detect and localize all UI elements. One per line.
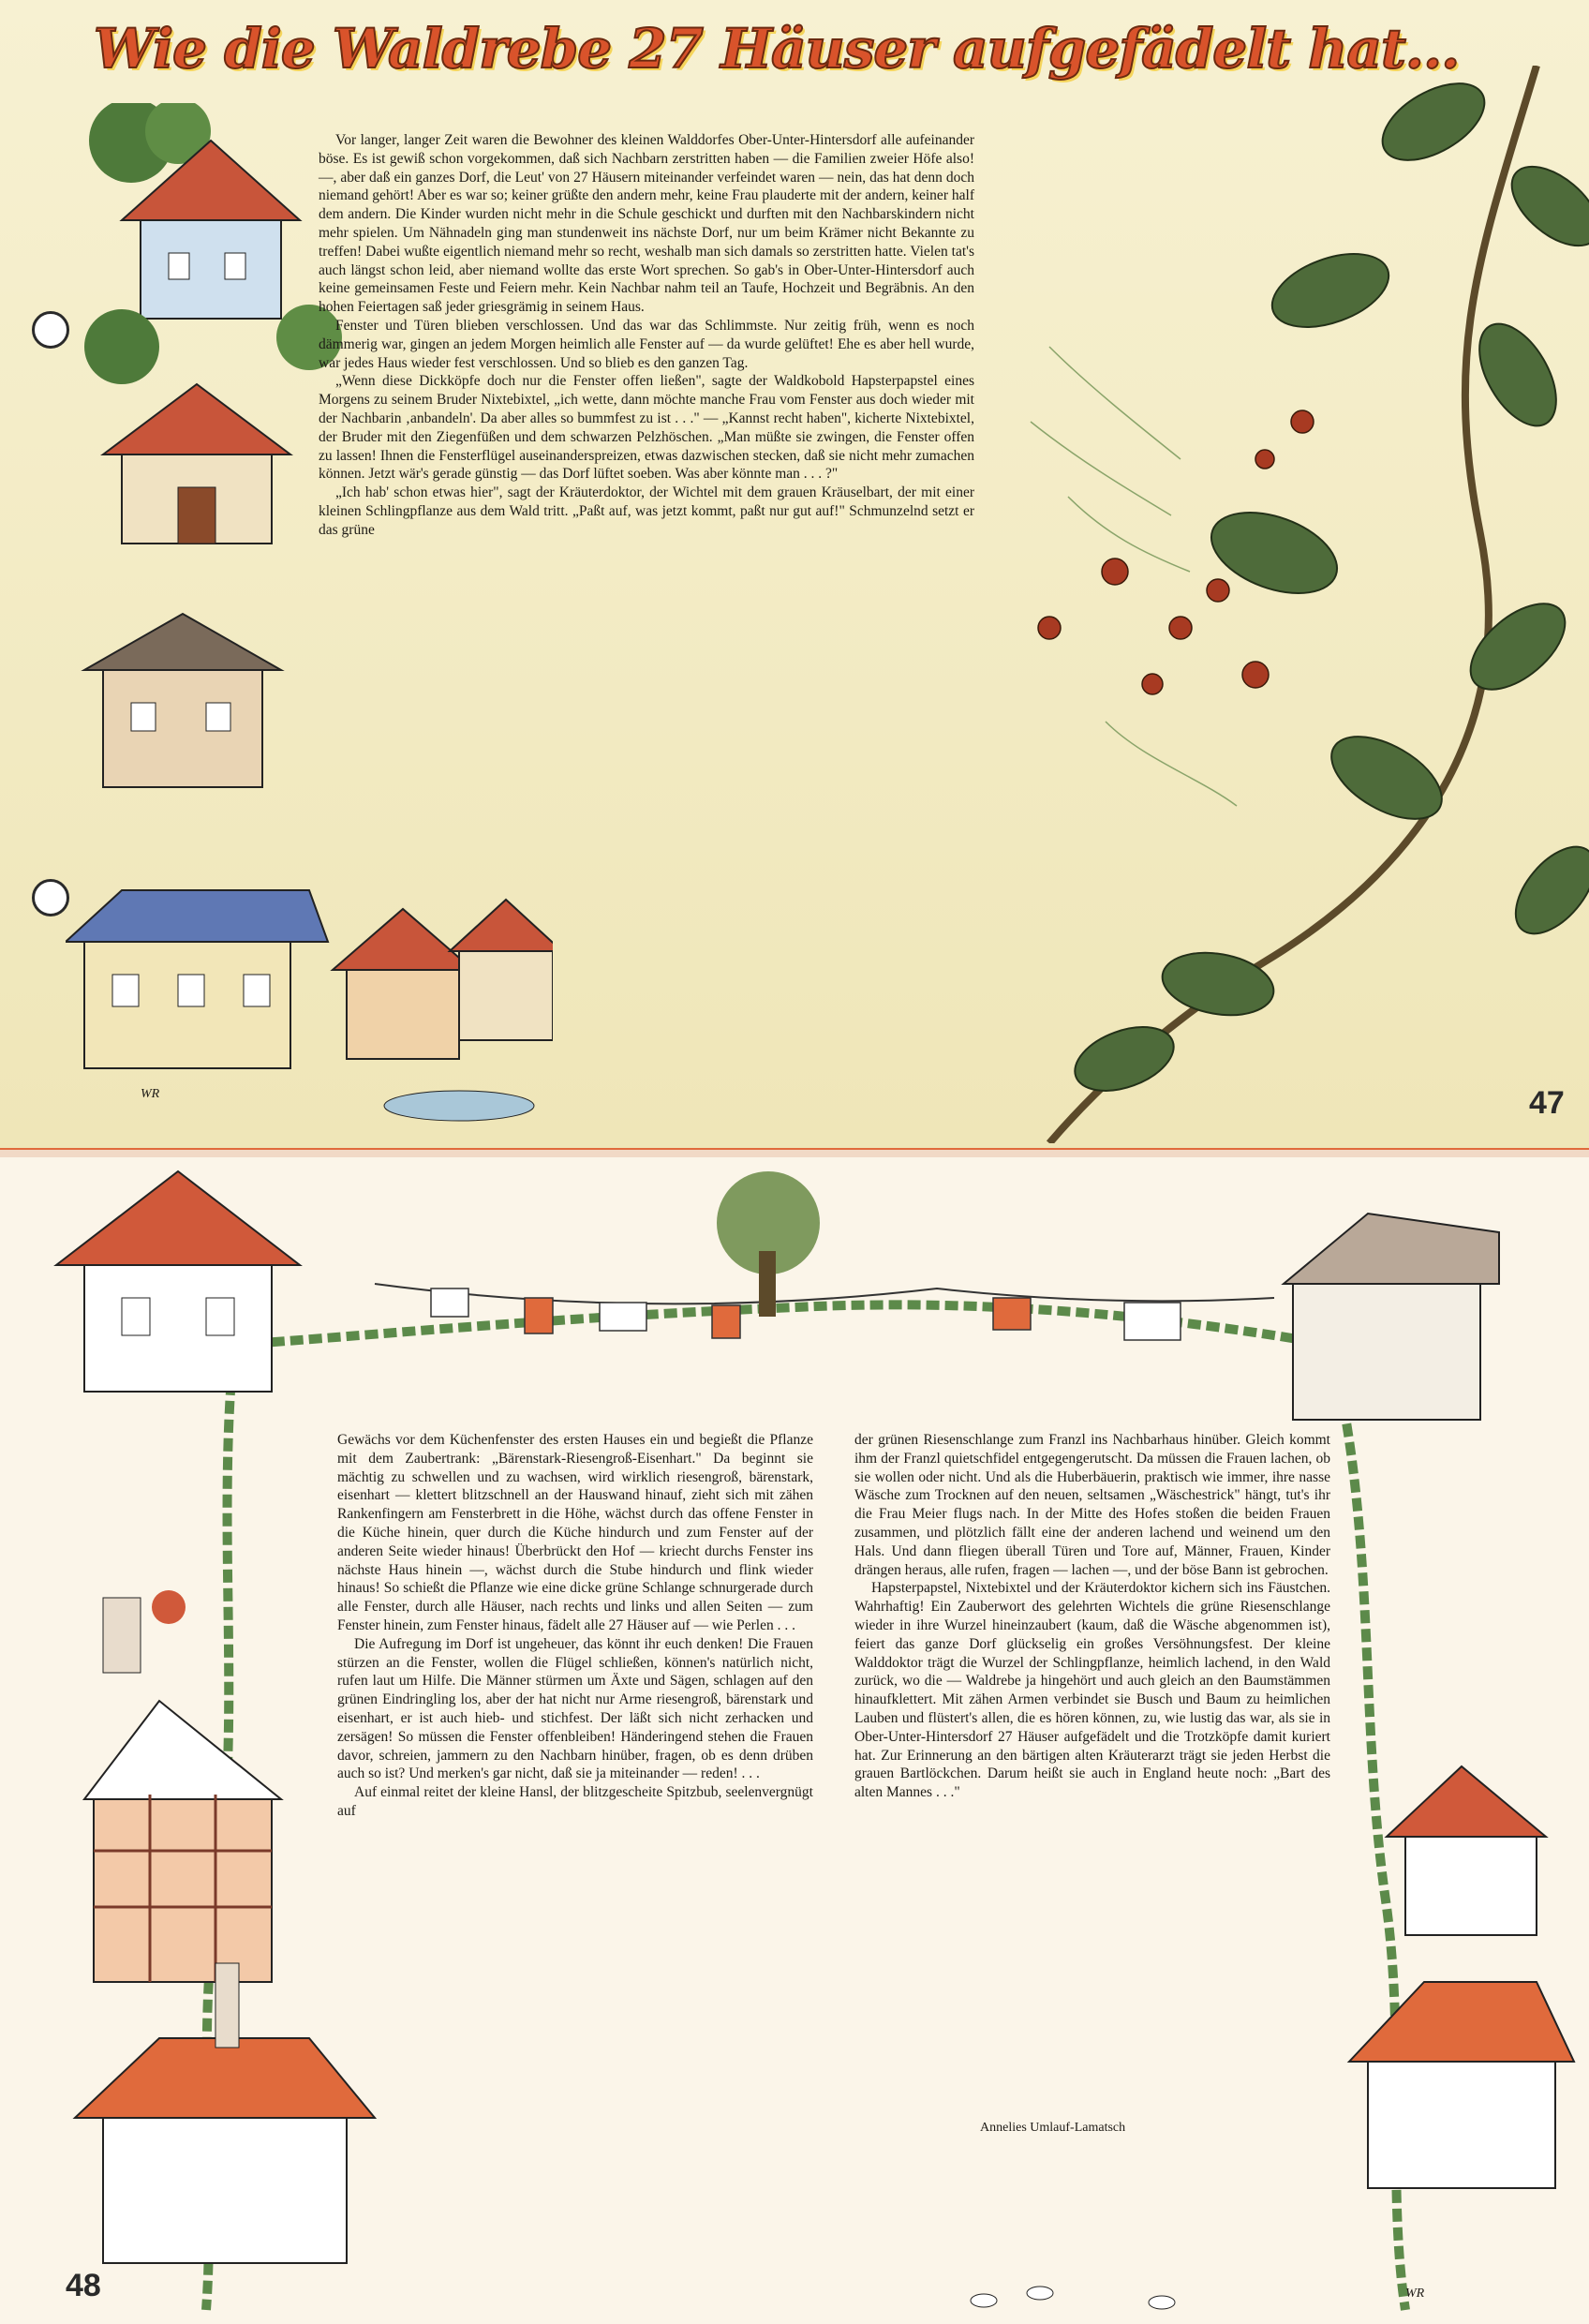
geese [971, 2287, 1175, 2309]
clothesline [375, 1284, 1274, 1304]
paragraph: Hapsterpapstel, Nixtebixtel und der Kräuterdoktor kichern sich ins Fäustchen. Wahrhaftig! Ein Zauberwort des gelehrten Wichtels die grüne Riesenschlange wieder in ihre Wurzel hineinzaubert (kaum, daß die Wäsche abgenommen ist), feiert das ganze Dorf glückselig ein großes Versöhnungsfest. Der kleine Walddoktor trägt die Wurzel der Schlingpflanze, heimlich lachend, in den Wald zurück, wo die — Waldrebe ja hingehört und auch gleich an den Baumstämmen hinaufklettert. Mit zähen Armen verbindet sie Busch und Baum zu heimlichen Lauben und flüstert's allen, die es hören können, zu, wie lustig das war, als sie in Ober-Unter-Hintersdorf 27 Häuser aufgefädelt und die Trotzköpfe damit kuriert hat. Zur Erinnerung an den bärtigen alten Kräuterarzt trägt sie jeden Herbst die grauen Bartlöckchen. Darum heißt sie auch in England heute noch: „Bart des alten Mannes . . ." [854, 1580, 1330, 1801]
page-number-47: 47 [1529, 1085, 1565, 1121]
houses-bottom-right [1349, 1766, 1574, 2188]
paragraph: der grünen Riesenschlange zum Franzl ins Nachbarhaus hinüber. Gleich kommt ihm der Franzl quietschfidel entgegengerutscht. Da müssen die Frauen lachen, ob sie wollen oder nicht. Und als die Huberbäuerin, praktisch wie immer, ihre nasse Wäsche zum Trocknen auf den neuen, seltsamen „Wäschestrick" hängt, tut's ihr die Frau Meier flugs nach. In der Mitte des Hofes stoßen die beiden Frauen zusammen, und plötzlich fällt eine der anderen lachend und weinend um den Hals. Und dann fliegen überall Türen und Tore auf, Männer, Frauen, Kinder drängen heraus, alle rufen, fragen — lachen —, und der böse Bann ist gebrochen. [854, 1432, 1330, 1578]
barn-top-right [1284, 1214, 1499, 1420]
paragraph: Auf einmal reitet der kleine Hansl, der blitzgescheite Spitzbub, seelenvergnügt auf [337, 1784, 813, 1819]
illustrator-mark-bottom: WR [1405, 2287, 1425, 2301]
house-bottom-left [75, 1963, 375, 2263]
paragraph: Vor langer, langer Zeit waren die Bewohner des kleinen Walddorfes Ober-Unter-Hintersdorf alle aufeinander böse. Es ist gewiß schon vorgekommen, daß sich Nachbarn zerstritten haben — die Familien zweier Höfe also! —, aber daß ein ganzes Dorf, die Leut' von 27 Häusern miteinander verfeindet waren — nein, das hat denn doch niemand gehört! Aber es war so; keiner grüßte den andern mehr, keine Frau plauderte mit der andern, keiner half dem andern. Die Kinder wurden nicht mehr in die Schule geschickt und durften mit den Nachbarskindern nicht mehr spielen. Um Nähnadeln ging man stundenweit ins nächste Dorf, nur um beim Krämer nicht Bekannte zu treffen! Dabei wußte eigentlich niemand mehr so recht, weshalb man sich damals so zerstritten hatte. Vielen tat's auch längst schon leid, aber niemand wollte das erste Wort sprechen. So gab's in Ober-Unter-Hintersdorf auch keine gemeinsamen Feste und Feiern mehr. Kein Nachbar nahm teil an Taufe, Hochzeit und Begräbnis. An den hohen Feiertagen saß jeder griesgrämig in seinem Haus. [319, 132, 974, 316]
illustrator-mark-top: WR [141, 1087, 160, 1101]
paragraph: „Wenn diese Dickköpfe doch nur die Fenster offen ließen", sagte der Waldkobold Hapsterpapstel eines Morgens zu seinem Bruder Nixtebixtel, „ich wette, dann möchte manche Frau vom Fenster aus doch wieder mit der Nachbarin ‚anbandeln'. Da aber alles so bummfest zu ist . . ." — „Kannst recht haben", kicherte Nixtebixtel, der Bruder mit den Ziegenfüßen und dem schwarzen Pelzhöschen. „Man müßte sie zwingen, die Fenster offen zu lassen! Ihnen die Fensterflügel auseinanderspreizen, etwas dazwischen stecken, daß sie nicht mehr zumachen können. Jetzt wär's gerade günstig — das Dorf lüftet soeben. Was aber könnte man . . . ?" [319, 373, 974, 483]
author-signature: Annelies Umlauf-Lamatsch [980, 2121, 1126, 2135]
house-2 [84, 614, 281, 787]
barn-1 [103, 384, 290, 544]
timber-house-left [84, 1701, 281, 1982]
house-cluster [333, 900, 553, 1059]
paragraph: Die Aufregung im Dorf ist ungeheuer, das könnt ihr euch denken! Die Frauen stürzen an die Fenster, wollen die Flügel schließen, können's natürlich nicht, rufen laut um Hilfe. Die Männer stürmen um Äxte und Sägen, schlagen auf den grünen Eindringling los, aber der hat nicht nur Arme riesengroß, bärenstark und eisenhart, er ist auch hieb- und stichfest. Der läßt sich nicht zerhacken und zersägen! So müssen die Fenster offenbleiben! Händeringend stehen die Frauen davor, schreien, jammern zu den Nachbarn hinüber, fragen, ob es denn drüben auch so ist? Und merken's gar nicht, daß sie ja miteinander — reden! . . . [337, 1635, 813, 1782]
well-scene [103, 1590, 186, 1673]
story-title: Wie die Waldrebe 27 Häuser aufgefädelt hat... [94, 17, 1460, 81]
vine-stem [1049, 66, 1537, 1143]
page-number-48: 48 [66, 2268, 101, 2303]
binder-hole-2 [32, 879, 69, 916]
feathery-plumes [1031, 347, 1237, 806]
paragraph: Gewächs vor dem Küchenfenster des ersten Hauses ein und begießt die Pflanze mit dem Zaubertrank: „Bärenstark-Riesengroß-Eisenhart." Da beginnt sie mächtig zu schwellen und zu wachsen, wird wirklich riesengroß, bärenstark, eisenhart — klettert blitzschnell an der Hauswand hinauf, zieht sich mit zähen Rankenfingern am Fensterbrett in die Höhe, wächst durch das offene Fenster in die Küche hinein, quer durch die Küche hindurch und zum Fenster auf der anderen Seite wieder hinaus! Überbrückt den Hof — kriecht durchs Fenster ins nächste Haus hinein —, wächst durch die Stube hindurch und flink wieder hinaus! So schießt die Pflanze wie eine dicke grüne Schlange schnurgerade durch alle Fenster, durch alle Häuser, nach rechts und links und allen Seiten — zum Fenster hinein, zum Fenster hinaus, fädelt alle 27 Häuser auf — wie Perlen . . . [337, 1432, 813, 1633]
paragraph: „Ich hab' schon etwas hier", sagt der Kräuterdoktor, der Wichtel mit dem grauen Kräuselbart, der mit einer kleinen Schlingpflanze aus dem Wald tritt. „Paßt auf, was jetzt kommt, paßt nur gut auf!" Schmunzelnd setzt er das grüne [319, 484, 974, 538]
pond [384, 1091, 534, 1121]
tree-center [717, 1171, 820, 1317]
binder-hole-1 [32, 311, 69, 349]
page-48 [0, 1157, 1589, 2324]
clematis-vine-illustration [993, 66, 1589, 1143]
page-47 [0, 0, 1589, 1148]
text-column-right [854, 1431, 1330, 1802]
paragraph: Fenster und Türen blieben verschlossen. Und das war das Schlimmste. Nur zeitig früh, wenn es noch dämmerig war, gingen an jedem Morgen heimlich alle Fenster auf — da wurde gelüftet! Ehe es aber hell wurde, war jedes Haus wieder fest verschlossen. Und so blieb es den ganzen Tag. [319, 317, 974, 371]
house-top-left [56, 1171, 300, 1392]
text-column-top [319, 131, 974, 540]
leaves [1066, 67, 1589, 1103]
house-blue-roof [66, 890, 328, 1068]
text-column-left [337, 1431, 813, 1821]
